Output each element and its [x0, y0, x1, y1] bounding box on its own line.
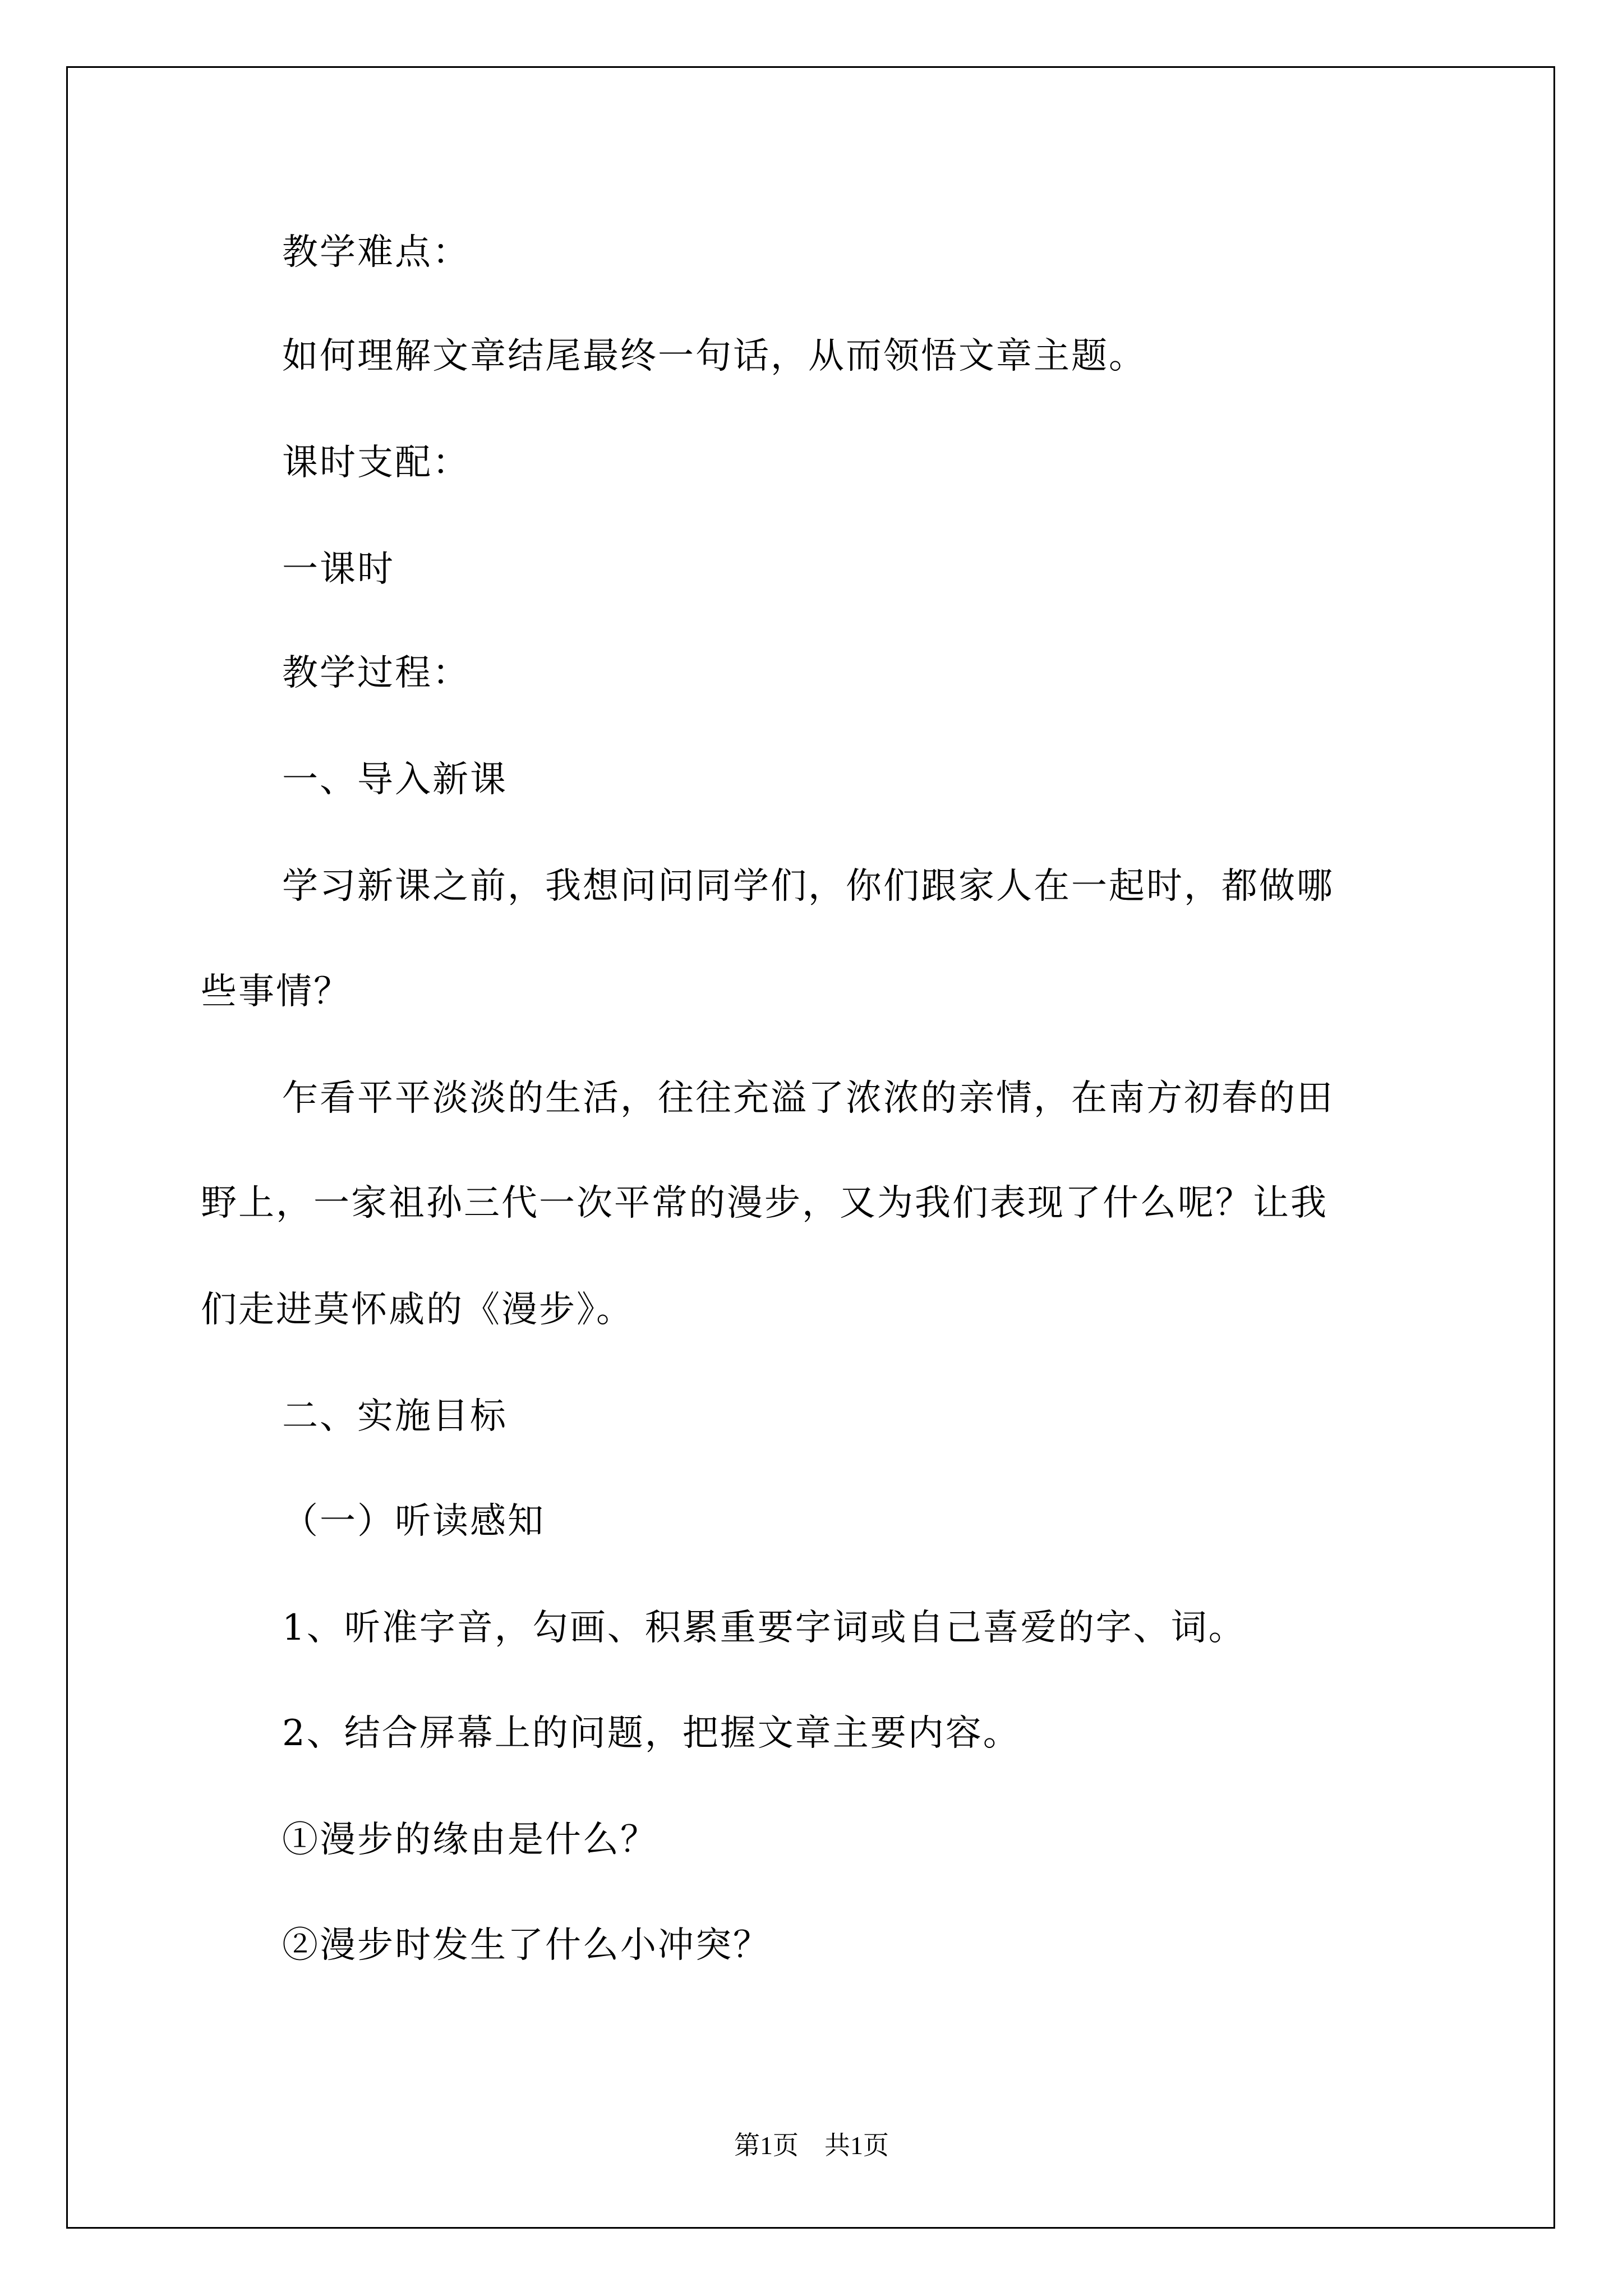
paragraph-line: 们走进莫怀戚的《漫步》。	[201, 1289, 634, 1331]
paragraph-line: 如何理解文章结尾最终一句话，从而领悟文章主题。	[282, 335, 1146, 377]
heading-teaching-process: 教学过程：	[282, 652, 470, 694]
section-heading: 二、实施目标	[282, 1396, 508, 1437]
question-item: ①漫步的缘由是什么？	[282, 1819, 658, 1861]
paragraph-line: 野上，一家祖孙三代一次平常的漫步，又为我们表现了什么呢？让我	[201, 1182, 1328, 1224]
paragraph-line: 乍看平平淡淡的生活，往往充溢了浓浓的亲情，在南方初春的田	[282, 1078, 1334, 1119]
list-item: 1、听准字音，勾画、积累重要字词或自己喜爱的字、词。	[282, 1607, 1246, 1649]
question-item: ②漫步时发生了什么小冲突？	[282, 1925, 771, 1966]
subsection-heading: （一）听读感知	[282, 1501, 545, 1542]
list-item: 2、结合屏幕上的问题，把握文章主要内容。	[282, 1713, 1021, 1754]
paragraph-line: 些事情？	[201, 971, 351, 1013]
section-heading: 一、导入新课	[282, 759, 508, 800]
heading-class-hours: 课时支配：	[282, 442, 470, 484]
page-number-footer: 第1页 共1页	[734, 2131, 889, 2160]
paragraph-line: 学习新课之前，我想问问同学们，你们跟家人在一起时，都做哪	[282, 866, 1334, 907]
paragraph-line: 一课时	[282, 549, 395, 590]
heading-teaching-difficulty: 教学难点：	[282, 232, 470, 273]
page-border	[66, 66, 1555, 2229]
